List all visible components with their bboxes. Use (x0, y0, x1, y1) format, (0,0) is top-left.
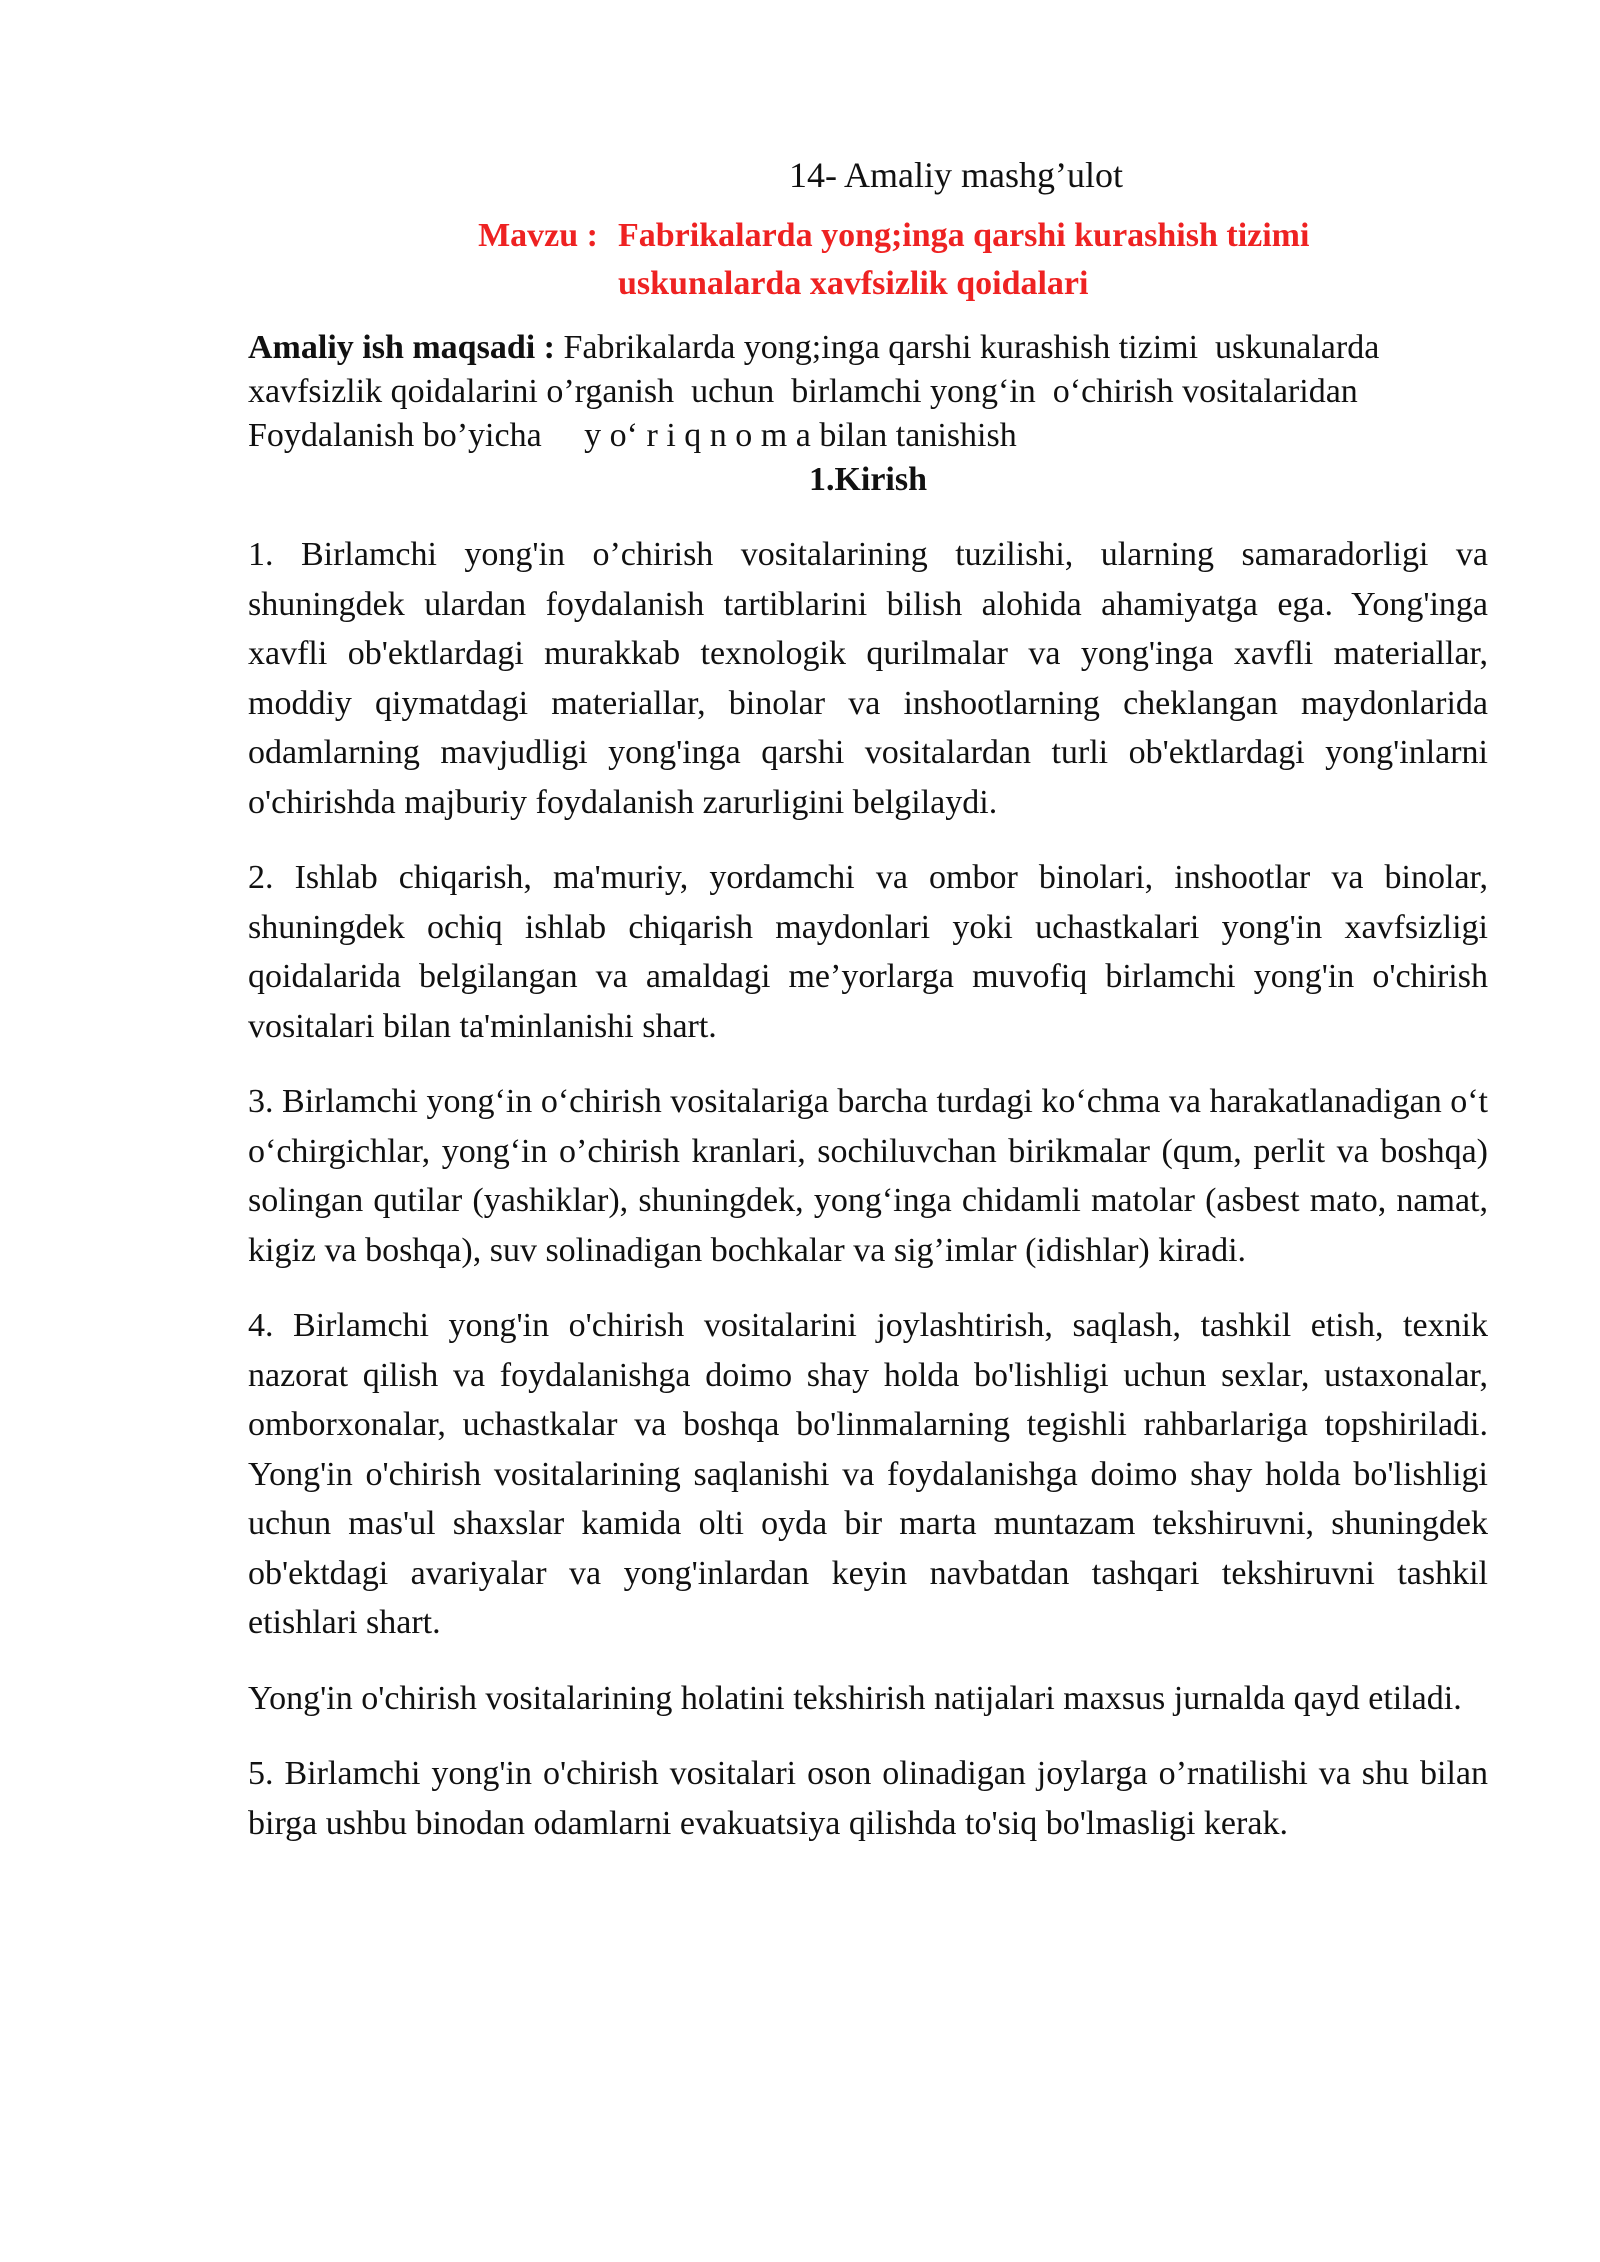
topic-text: Fabrikalarda yong;inga qarshi kurashish tizimi uskunalarda xavfsizlik qoidalari (618, 217, 1310, 302)
paragraph-5: Yong'in o'chirish vositalarining holatini tekshirish natijalari maxsus jurnalda qayd etiladi. (248, 1679, 1462, 1717)
paragraph-1: 1. Birlamchi yong'in o’chirish vositalarining tuzilishi, ularning samaradorligi va shuningdek ulardan foydalanish tartiblarini bilish alohida ahamiyatga ega. Yong'inga xavfli ob'ektlardagi murakkab texnologik qurilmalar va yong'inga xavfli materiallar, moddiy qiymatdagi materiallar, binolar va inshootlarning cheklangan maydonlarida odamlarning mavjudligi yong'inga qarshi vositalardan turli ob'ektlardagi yong'inlarni o'chirishda majburiy foydalanish zarurligini belgilaydi. (248, 536, 1488, 821)
goal-text-part-1: Fabrikalarda yong;inga qarshi kurashish tizimi uskunalarda xavfsizlik qoidalarini o’rganish uchun birlamchi yong‘in o‘chirish vositalaridan Foydalanish bo’yicha (248, 329, 1388, 454)
goal-label: Amaliy ish maqsadi : (248, 329, 555, 366)
paragraph-6: 5. Birlamchi yong'in o'chirish vositalari oson olinadigan joylarga o’rnatilishi va shu bilan birga ushbu binodan odamlarni evakuatsiya qilishda to'siq bo'lmasligi kerak. (248, 1755, 1488, 1842)
goal-text-part-2: y o‘ r i q n o m a (584, 417, 811, 454)
topic-block (248, 212, 1488, 308)
document-content (248, 148, 1488, 1874)
paragraph-2: 2. Ishlab chiqarish, ma'muriy, yordamchi va ombor binolari, inshootlar va binolar, shuningdek ochiq ishlab chiqarish maydonlari yoki uchastkalari yong'in xavfsizligi qoidalarida belgilangan va amaldagi me’yorlarga muvofiq birlamchi yong'in o'chirish vositalari bilan ta'minlanishi shart. (248, 859, 1488, 1045)
paragraph-4: 4. Birlamchi yong'in o'chirish vositalarini joylashtirish, saqlash, tashkil etish, texnik nazorat qilish va foydalanishga doimo shay holda bo'lishligi uchun sexlar, ustaxonalar, omborxonalar, uchastkalar va boshqa bo'linmalarning tegishli rahbarlariga topshiriladi. Yong'in o'chirish vositalarining saqlanishi va foydalanishga doimo shay holda bo'lishligi uchun mas'ul shaxslar kamida olti oyda bir marta muntazam tekshiruvni, shuningdek ob'ektdagi avariyalar va yong'inlardan keyin navbatdan tashqari tekshiruvni tashkil etishlari shart. (248, 1307, 1488, 1641)
goal-paragraph (248, 326, 1488, 458)
lesson-title: 14- Amaliy mashg’ulot (789, 155, 1123, 195)
paragraph-3: 3. Birlamchi yong‘in o‘chirish vositalariga barcha turdagi ko‘chma va harakatlanadigan o‘t o‘chirgichlar, yong‘in o’chirish kranlari, sochiluvchan birikmalar (qum, perlit va boshqa) solingan qutilar (yashiklar), shuningdek, yong‘inga chidamli matolar (asbest mato, namat, kigiz va boshqa), suv solinadigan bochkalar va sig’imlar (idishlar) kiradi. (248, 1083, 1488, 1269)
section-heading: 1.Kirish (808, 461, 928, 498)
topic-label: Mavzu : (478, 217, 598, 254)
goal-text-part-3: bilan tanishish (810, 417, 1017, 454)
